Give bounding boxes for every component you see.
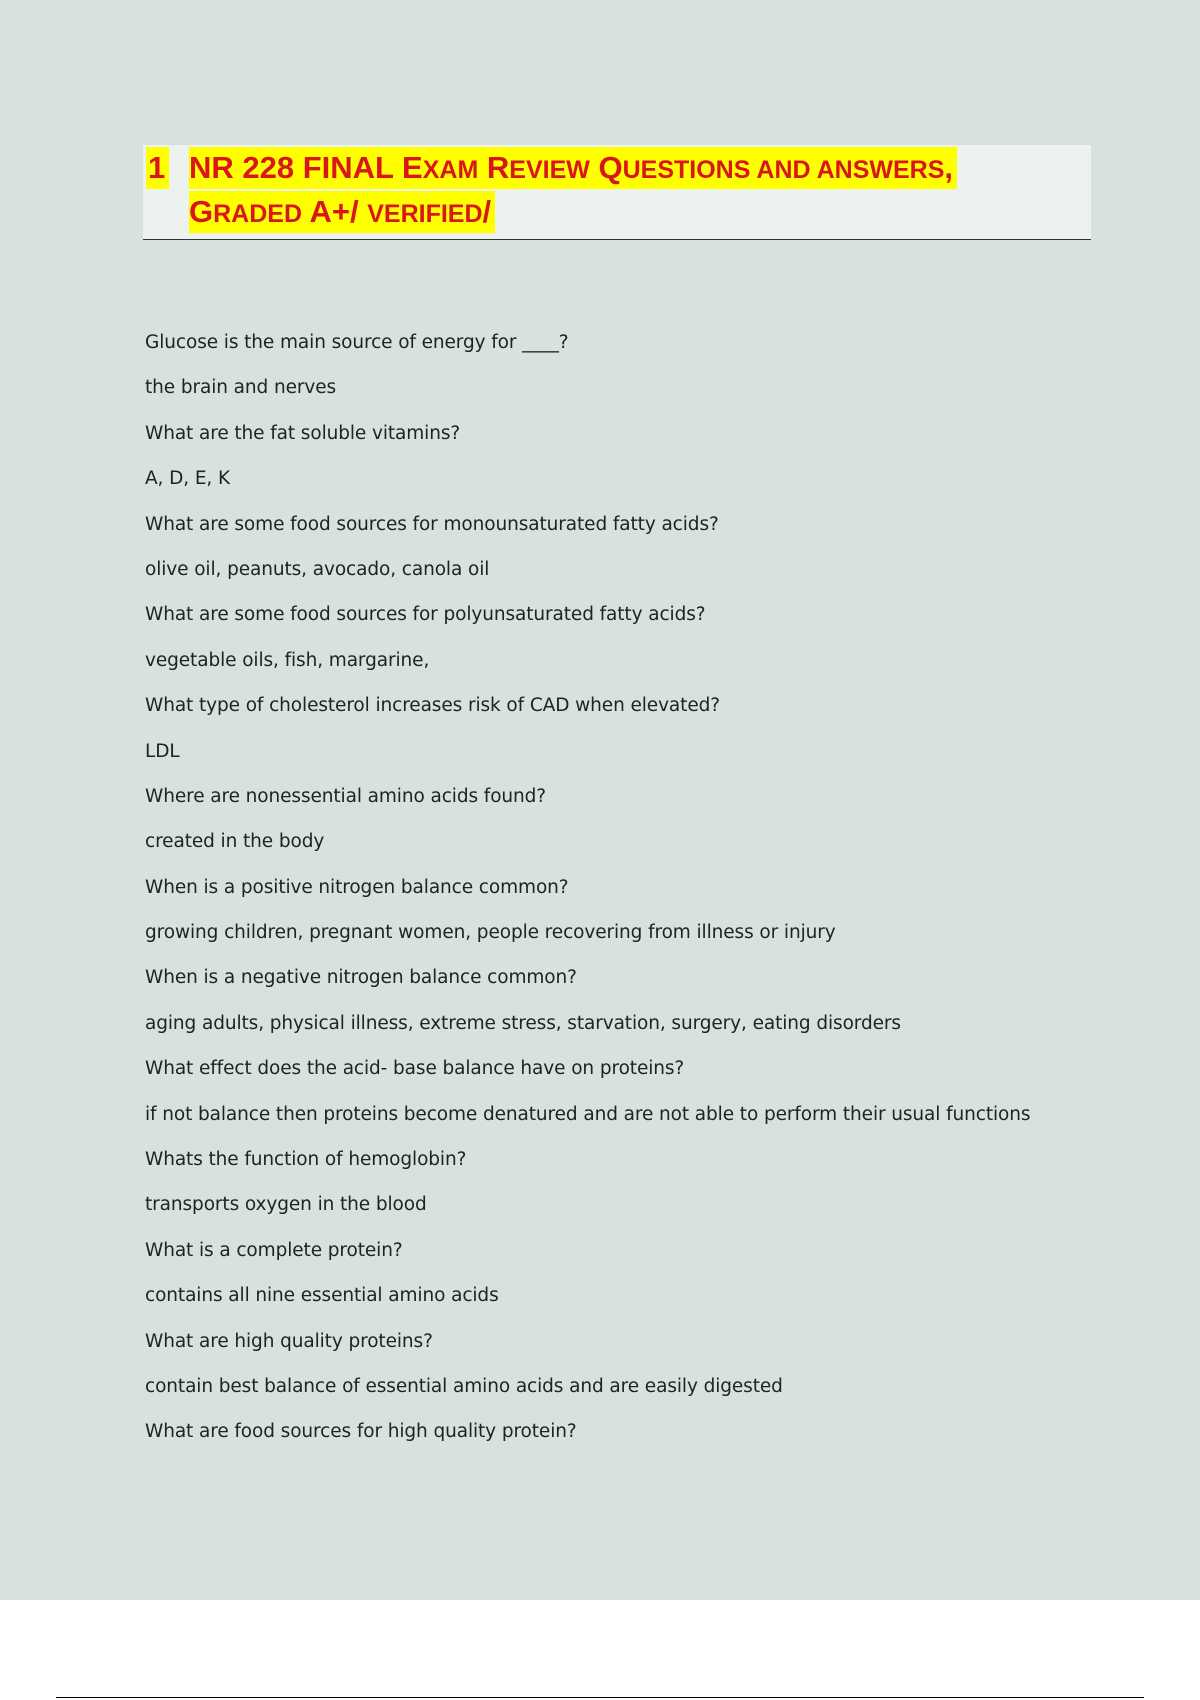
answer-text: if not balance then proteins become denatured and are not able to perform their usual functions xyxy=(145,1103,1031,1125)
heading-text-run: UESTIONS AND ANSWERS xyxy=(622,156,945,184)
question-text: What is a complete protein? xyxy=(145,1239,403,1261)
heading-text-run: NR 228 FINAL E xyxy=(189,150,423,185)
answer-text: contains all nine essential amino acids xyxy=(145,1285,499,1307)
answer-text: transports oxygen in the blood xyxy=(145,1194,427,1216)
document-heading xyxy=(143,145,1091,240)
question-answer-list xyxy=(145,328,1105,1463)
answer-text: created in the body xyxy=(145,831,325,853)
question-text: When is a negative nitrogen balance common? xyxy=(145,967,577,989)
heading-text-run: / xyxy=(482,194,492,229)
question-text: What are some food sources for polyunsaturated fatty acids? xyxy=(145,604,706,626)
heading-text-run: G xyxy=(189,194,214,229)
answer-text: LDL xyxy=(145,740,180,762)
page-footer-divider xyxy=(56,1697,1144,1698)
heading-number: 1 xyxy=(146,147,169,189)
answer-text: aging adults, physical illness, extreme stress, starvation, surgery, eating disorders xyxy=(145,1012,901,1034)
heading-text-run: RADED xyxy=(213,200,303,228)
heading-text-run: VERIFIED xyxy=(367,200,483,228)
answer-text: vegetable oils, fish, margarine, xyxy=(145,649,430,671)
question-text: What effect does the acid- base balance have on proteins? xyxy=(145,1058,685,1080)
answer-text: growing children, pregnant women, people recovering from illness or injury xyxy=(145,922,836,944)
answer-text: the brain and nerves xyxy=(145,377,337,399)
heading-title-line-2 xyxy=(189,191,495,233)
heading-text-run: R xyxy=(478,150,510,185)
question-text: What are the fat soluble vitamins? xyxy=(145,422,461,444)
question-text: Where are nonessential amino acids found? xyxy=(145,785,547,807)
heading-text-run: XAM xyxy=(422,156,479,184)
question-text: When is a positive nitrogen balance common? xyxy=(145,876,569,898)
answer-text: contain best balance of essential amino acids and are easily digested xyxy=(145,1375,783,1397)
answer-text: olive oil, peanuts, avocado, canola oil xyxy=(145,558,490,580)
question-text: What are food sources for high quality protein? xyxy=(145,1421,577,1443)
question-text: What type of cholesterol increases risk of CAD when elevated? xyxy=(145,695,720,717)
answer-text: A, D, E, K xyxy=(145,468,231,490)
heading-text-run: A+/ xyxy=(302,194,368,229)
heading-title-line-1 xyxy=(189,147,957,189)
question-text: What are some food sources for monounsaturated fatty acids? xyxy=(145,513,719,535)
heading-text-run: , xyxy=(944,150,953,185)
question-text: Whats the function of hemoglobin? xyxy=(145,1149,467,1171)
question-text: What are high quality proteins? xyxy=(145,1330,433,1352)
heading-text-run: Q xyxy=(589,150,623,185)
heading-text-run: EVIEW xyxy=(509,156,590,184)
question-text: Glucose is the main source of energy for ____? xyxy=(145,332,569,353)
